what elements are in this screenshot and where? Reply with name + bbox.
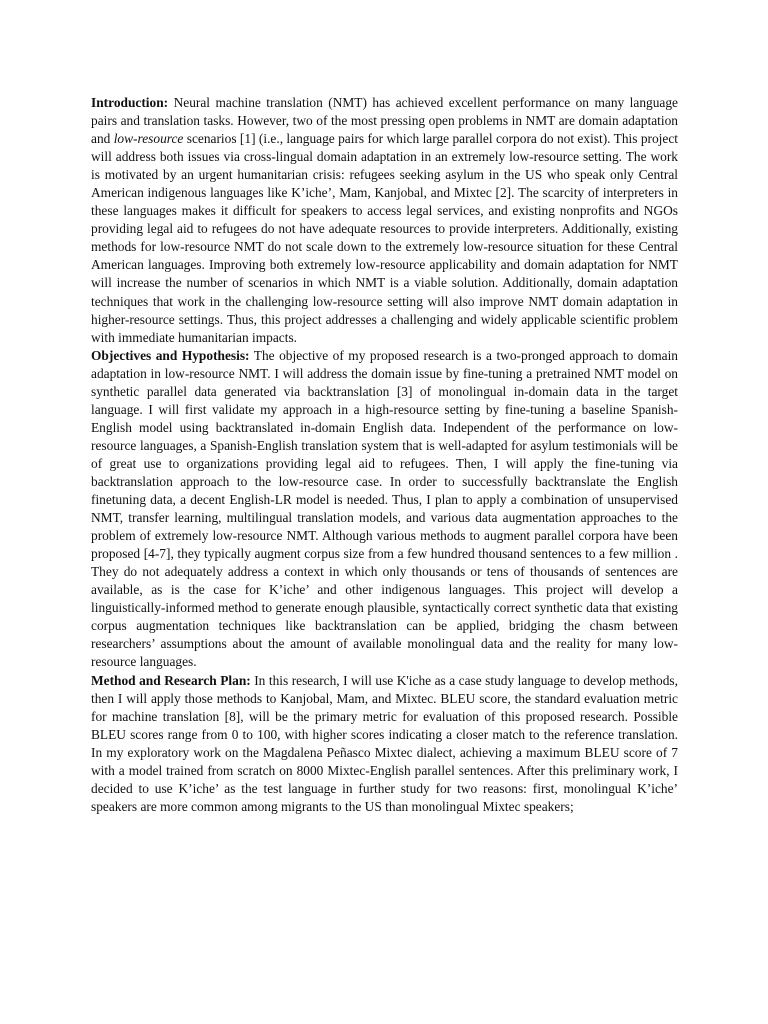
objectives-heading: Objectives and Hypothesis:	[91, 347, 250, 363]
method-heading: Method and Research Plan:	[91, 672, 251, 688]
introduction-emphasis: low-resource	[113, 131, 184, 147]
method-text: In this research, I will use K'iche as a case study language to develop methods, then I will apply those methods to Kanjobal, Mam, and Mixtec. BLEU score, the standard evaluation metric for machine translation [8], will be the primary metric for evaluation of this proposed research. Possible BLEU scores range from 0 to 100, with higher scores indicating a closer match to the reference translation. In my exploratory work on the Magdalena Peñasco Mixtec dialect, achieving a maximum BLEU score of 7 with a model trained from scratch on 8000 Mixtec-English parallel sentences. After this preliminary work, I decided to use K’iche’ as the test language in further study for two reasons: first, monolingual K’iche’ speakers are more common among migrants to the US than monolingual Mixtec speakers;	[91, 672, 678, 814]
introduction-text-part-2: scenarios [1] (i.e., language pairs for which large parallel corpora do not exist). This project will address both issues via cross-lingual domain adaptation in an extremely low-resource setting. The work is motivated by an urgent humanitarian crisis: refugees seeking asylum in the US who speak only Central American indigenous languages like K’iche’, Mam, Kanjobal, and Mixtec [2]. The scarcity of interpreters in these languages makes it difficult for speakers to access legal services, and existing nonprofits and NGOs providing legal aid to refugees do not have adequate resources to provide interpreters. Additionally, existing methods for low-resource NMT do not scale down to the extremely low-resource situation for these Central American languages. Improving both extremely low-resource applicability and domain adaptation for NMT will increase the number of scenarios in which NMT is a viable solution. Additionally, domain adaptation techniques that work in the challenging low-resource setting will also improve NMT domain adaptation in higher-resource settings. Thus, this project addresses a challenging and widely applicable scientific problem with immediate humanitarian impacts.	[91, 131, 678, 345]
introduction-text-part-1: Neural machine translation (NMT) has achieved excellent performance on many language pairs and translation tasks. However, two of the most pressing open problems in NMT are domain adaptation and	[91, 95, 678, 147]
document-page	[91, 94, 678, 816]
method-paragraph	[91, 672, 678, 816]
introduction-paragraph	[91, 94, 678, 347]
objectives-paragraph	[91, 347, 678, 672]
objectives-text: The objective of my proposed research is a two-pronged approach to domain adaptation in low-resource NMT. I will address the domain issue by fine-tuning a pretrained NMT model on synthetic parallel data generated via backtranslation [3] of monolingual in-domain data in the target language. I will first validate my approach in a high-resource setting by fine-tuning a baseline Spanish-English model using backtranslated in-domain English data. Independent of the performance on low-resource languages, a Spanish-English translation system that is well-adapted for asylum testimonials will be of great use to organizations providing legal aid to refugees. Then, I will apply the fine-tuning via backtranslation approach to the low-resource case. In order to successfully backtranslate the English finetuning data, a decent English-LR model is needed. Thus, I plan to apply a combination of unsupervised NMT, transfer learning, multilingual translation models, and various data augmentation approaches to the problem of extremely low-resource NMT. Although various methods to augment parallel corpora have been proposed [4-7], they typically augment corpus size from a few hundred thousand sentences to a few million . They do not adequately address a context in which only thousands or tens of thousands of sentences are available, as is the case for K’iche’ and other indigenous languages. This project will develop a linguistically-informed method to generate enough plausible, syntactically correct synthetic data that existing corpus augmentation techniques like backtranslation can be applied, bridging the chasm between researchers’ assumptions about the amount of available monolingual data and the reality for many low-resource languages.	[91, 347, 679, 670]
introduction-heading: Introduction:	[91, 95, 169, 110]
